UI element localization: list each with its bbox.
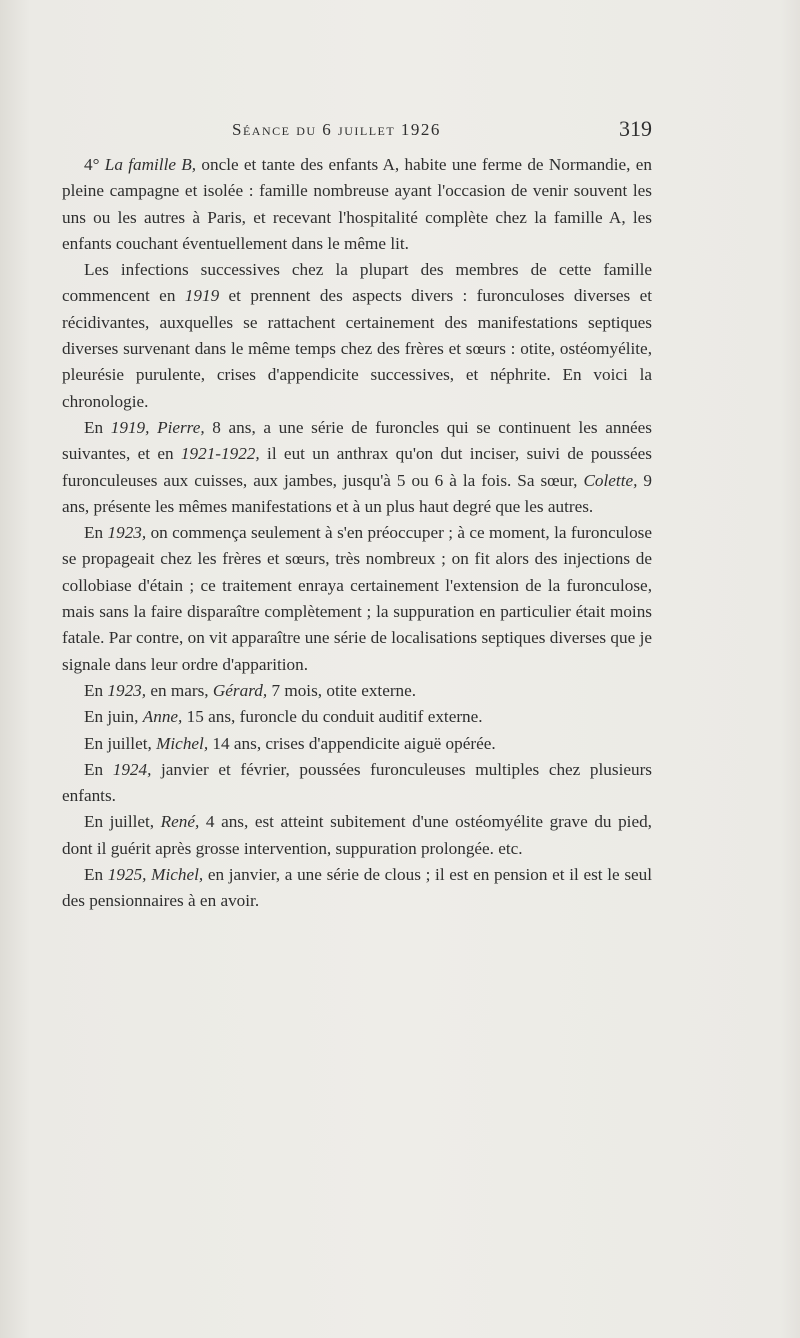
italic-run: Michel, xyxy=(151,865,204,885)
italic-run: La famille B, xyxy=(104,155,197,174)
italic-run: Michel, xyxy=(156,733,209,753)
text-run: il eut un anthrax qu'on dut inciser, suivi de poussées furonculeuses aux cuisses, aux jambes, jusqu'à 5 ou 6 à la fois. Sa sœur, xyxy=(62,444,652,490)
text-run: En xyxy=(84,523,108,543)
italic-run: Anne, xyxy=(142,707,183,727)
paragraph-1924 xyxy=(62,757,652,810)
paragraph-famille-b xyxy=(62,152,652,257)
text-run: Les infections successives chez la plupart des membres de cette famille commencent en xyxy=(62,260,652,306)
italic-run: René, xyxy=(160,812,200,832)
text-run: janvier et février, poussées furonculeuses multiples chez plusieurs enfants. xyxy=(62,759,652,806)
text-run: et prennent des aspects divers : furonculoses diverses et récidivantes, auxquelles se rattachent certainement des manifestations septiques diverses survenant dans le même temps chez des frères et sœurs : otite, ostéomyélite, pleurésie purulente, crises d'appendicite successives, et néphrite. En voici la chronologie. xyxy=(62,286,652,411)
text-run: 14 ans, crises d'appendicite aiguë opérée. xyxy=(208,733,496,753)
text-run: En juillet, xyxy=(84,733,157,753)
text-run: 15 ans, furoncle du conduit auditif externe. xyxy=(182,707,483,727)
running-title: Séance du 6 juillet 1926 xyxy=(232,120,441,139)
page-number: 319 xyxy=(619,116,652,141)
italic-run: 1923, xyxy=(107,680,147,700)
paragraph-infections xyxy=(62,257,652,415)
running-header xyxy=(232,116,652,144)
text-run: 9 ans, présente les mêmes manifestations et à un plus haut degré que les autres. xyxy=(62,470,652,516)
text-run: en mars, xyxy=(146,680,213,700)
paragraph-1919 xyxy=(62,415,652,520)
text-run: 7 mois, otite externe. xyxy=(267,680,417,700)
paragraph-juin xyxy=(62,704,652,730)
text-run: En xyxy=(84,417,111,437)
text-run: 4° xyxy=(84,155,105,174)
paragraph-1923-mars xyxy=(62,678,652,704)
paragraph-1925 xyxy=(62,862,652,915)
text-run: 8 ans, a une série de furoncles qui se continuent les années suivantes, et en xyxy=(62,417,652,464)
italic-run: 1919 xyxy=(184,286,220,306)
paragraph-1923-treatment xyxy=(62,520,652,678)
italic-run: 1921-1922, xyxy=(180,444,260,464)
italic-run: 1919, Pierre, xyxy=(110,417,205,437)
text-run: oncle et tante des enfants A, habite une ferme de Normandie, en pleine campagne et isolée : famille nombreuse ayant l'occasion de venir souvent les uns ou les autres à Paris, et recevant l'hospitalité complète chez la famille A, les enfants couchant éventuellement dans le même lit. xyxy=(62,155,653,253)
italic-run: 1923, xyxy=(107,523,147,543)
text-run: on commença seulement à s'en préoccuper ; à ce moment, la furonculose se propageait chez les frères et sœurs, très nombreux ; on fit alors des injections de collobiase d'étain ; ce traitement enraya certainement l'extension de la furonculose, mais sans la faire disparaître complètement ; la suppuration en particulier était moins fatale. Par contre, on vit apparaître une série de localisations septiques diverses que je signale dans leur ordre d'apparition. xyxy=(62,523,652,674)
paragraph-juillet-rene xyxy=(62,809,652,862)
italic-run: Colette, xyxy=(583,470,638,490)
paragraph-juillet-michel xyxy=(62,731,652,757)
italic-run: Gérard, xyxy=(212,680,268,700)
text-run: En xyxy=(84,865,108,885)
text-run: En xyxy=(84,680,108,700)
text-run: En xyxy=(84,759,113,779)
text-run: En juin, xyxy=(84,707,143,727)
text-run: en janvier, a une série de clous ; il est en pension et il est le seul des pensionnaires à en avoir. xyxy=(62,865,653,911)
text-run: 4 ans, est atteint subitement d'une ostéomyélite grave du pied, dont il guérit après grosse intervention, suppuration prolongée. etc. xyxy=(62,812,652,858)
italic-run: 1924, xyxy=(112,759,152,779)
text-run: En juillet, xyxy=(84,812,161,832)
body-text xyxy=(62,152,652,915)
italic-run: 1925, xyxy=(107,865,147,885)
